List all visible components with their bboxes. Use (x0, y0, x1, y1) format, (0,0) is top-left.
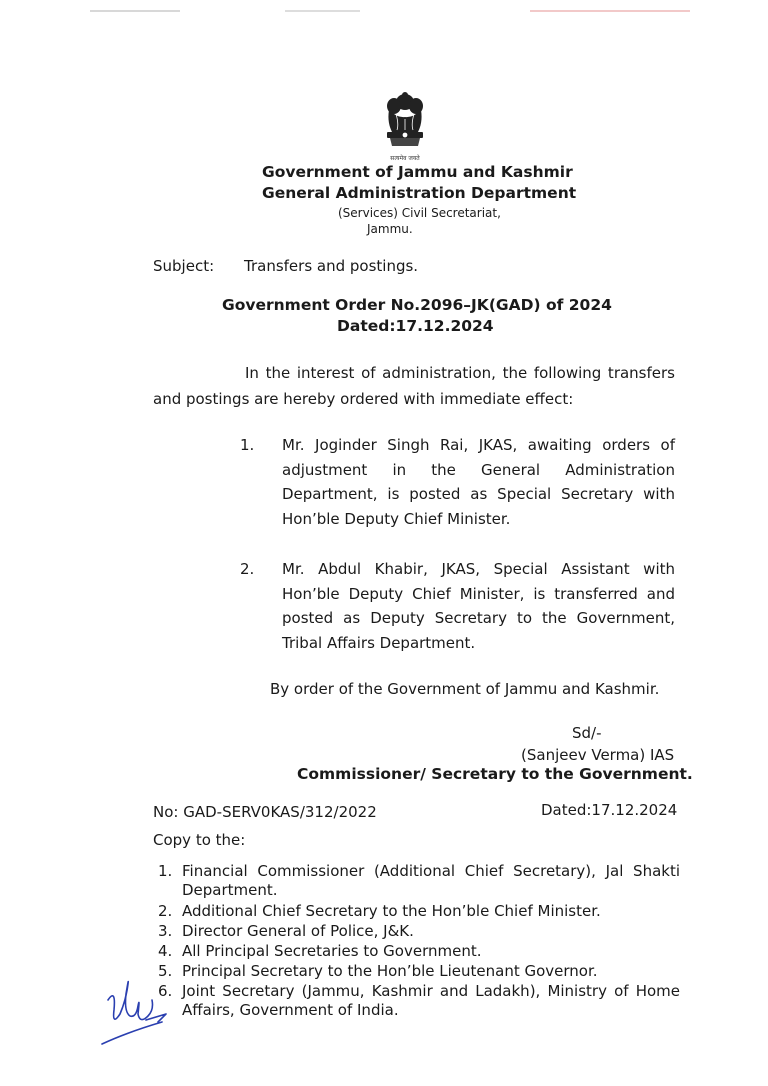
copy-item-number: 4. (158, 942, 173, 960)
order-number: Government Order No.2096–JK(GAD) of 2024 (222, 296, 612, 314)
copy-item-number: 6. (158, 982, 173, 1000)
reference-number: No: GAD-SERV0KAS/312/2022 (153, 803, 377, 821)
copy-item-number: 3. (158, 922, 173, 940)
address-line-1: (Services) Civil Secretariat, (338, 206, 501, 220)
copy-item-text: Additional Chief Secretary to the Hon’ble Chief Minister. (182, 902, 601, 920)
subject-label: Subject: (153, 257, 215, 275)
emblem-motto: सत्यमेव जयते (390, 155, 420, 162)
signed-mark: Sd/- (572, 724, 602, 742)
order-item-number: 2. (240, 560, 255, 578)
copy-item-text: All Principal Secretaries to Government. (182, 942, 482, 960)
order-item-text: Mr. Abdul Khabir, JKAS, Special Assistant with Hon’ble Deputy Chief Minister, is transferred and posted as Deputy Secretary to the Government, Tribal Affairs Department. (282, 560, 675, 652)
order-item-number: 1. (240, 436, 255, 454)
intro-paragraph: In the interest of administration, the following transfers and postings are hereby ordered with immediate effect: (153, 364, 675, 408)
copy-item-text: Director General of Police, J&K. (182, 922, 414, 940)
subject-text: Transfers and postings. (244, 257, 419, 275)
signatory-name: (Sanjeev Verma) IAS (521, 746, 675, 764)
copy-item-text: Principal Secretary to the Hon’ble Lieutenant Governor. (182, 962, 598, 980)
copy-item-number: 1. (158, 862, 173, 880)
copy-item-text: Financial Commissioner (Additional Chief Secretary), Jal Shakti Department. (182, 862, 680, 899)
order-date: Dated:17.12.2024 (337, 317, 494, 335)
copy-item-number: 2. (158, 902, 173, 920)
order-item-text: Mr. Joginder Singh Rai, JKAS, awaiting orders of adjustment in the General Administration Department, is posted as Special Secretary with Hon’ble Deputy Chief Minister. (282, 436, 675, 528)
reference-date: Dated:17.12.2024 (541, 801, 678, 819)
address-line-2: Jammu. (367, 222, 413, 236)
department-title: General Administration Department (262, 184, 577, 202)
national-emblem-icon (375, 88, 435, 166)
scan-edge-artifact (0, 0, 768, 5)
closing-line: By order of the Government of Jammu and Kashmir. (270, 680, 660, 698)
government-title: Government of Jammu and Kashmir (262, 163, 573, 181)
copy-to-label: Copy to the: (153, 831, 246, 849)
copy-item-text: Joint Secretary (Jammu, Kashmir and Ladakh), Ministry of Home Affairs, Government of India. (182, 982, 680, 1019)
signatory-designation: Commissioner/ Secretary to the Government. (297, 765, 693, 783)
handwritten-initials-icon (98, 970, 173, 1048)
copy-item-number: 5. (158, 962, 173, 980)
